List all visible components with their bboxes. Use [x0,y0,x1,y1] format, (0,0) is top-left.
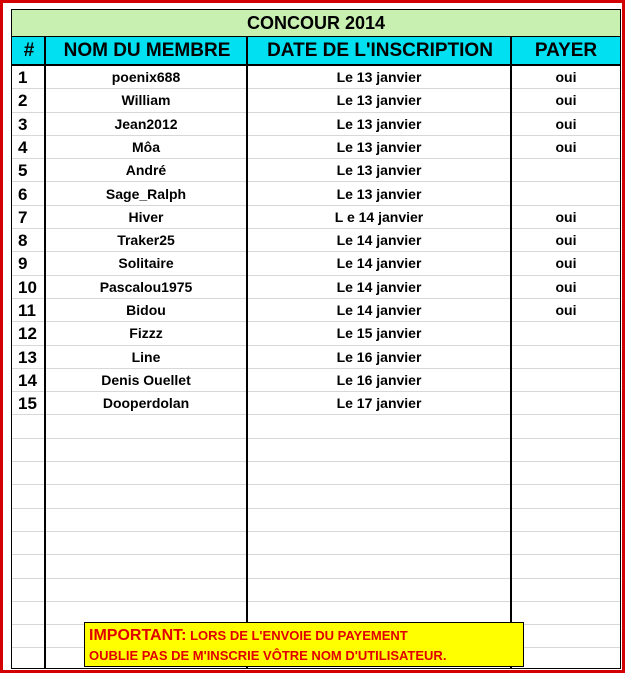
member-name: William [121,92,171,109]
registration-sheet [11,9,621,669]
paid-status [512,322,620,345]
registration-date: Le 14 janvier [336,255,422,272]
row-number: 4 [18,137,28,157]
notice-line-2: OUBLIE PAS DE M'INSCRIE VÔTRE NOM D'UTILISATEUR. [89,648,447,663]
empty-row [12,509,620,532]
member-name: Line [131,348,161,365]
row-number: 12 [18,324,37,344]
empty-row [12,462,620,485]
empty-row [12,532,620,555]
header-number: # [23,40,35,61]
table-row [12,89,620,112]
paid-status: oui [555,92,577,109]
paid-status: oui [555,115,577,132]
column-divider [44,37,46,668]
row-number: 13 [18,347,37,367]
member-name: Môa [132,138,160,155]
table-row [12,276,620,299]
registration-date: Le 16 janvier [336,348,422,365]
row-number: 5 [18,161,28,181]
paid-status [512,183,620,206]
table-row [12,322,620,345]
table-row [12,206,620,229]
member-name: Denis Ouellet [101,371,191,388]
empty-row [12,555,620,578]
table-row [12,136,620,159]
registration-date: Le 17 janvier [336,395,422,412]
member-name: Jean2012 [114,115,178,132]
table-row [12,369,620,392]
table-header [12,37,620,66]
notice-line-1: LORS DE L'ENVOIE DU PAYEMENT [190,628,408,643]
registration-date: Le 13 janvier [336,162,422,179]
table-row [12,113,620,136]
registration-date: Le 15 janvier [336,325,422,342]
registration-date: Le 16 janvier [336,371,422,388]
table-row [12,229,620,252]
row-number: 2 [18,91,28,111]
member-name: poenix688 [111,69,181,85]
table-row [12,392,620,415]
member-name: Hiver [128,208,164,225]
table-body [12,66,620,668]
registration-date: Le 13 janvier [336,69,422,85]
registration-date: Le 14 janvier [336,232,422,249]
registration-date: Le 13 janvier [336,115,422,132]
member-name: Bidou [126,302,166,318]
paid-status: oui [555,278,577,295]
row-number: 3 [18,114,28,134]
member-name: Solitaire [118,255,174,272]
empty-row [12,439,620,462]
row-number: 9 [18,254,28,274]
member-name: André [125,162,167,179]
empty-row [12,579,620,602]
notice-lead: IMPORTANT: [89,627,187,644]
paid-status [512,369,620,392]
column-divider [510,37,512,668]
row-number: 1 [18,68,28,87]
registration-date: Le 13 janvier [336,138,422,155]
row-number: 11 [18,301,36,320]
payment-notice [84,622,524,667]
row-number: 15 [18,394,37,414]
row-number: 14 [18,370,37,390]
member-name: Traker25 [117,232,175,249]
paid-status [512,346,620,369]
table-row [12,183,620,206]
row-number: 8 [18,231,28,251]
paid-status: oui [555,208,577,225]
row-number: 6 [18,184,28,204]
table-row [12,346,620,369]
member-name: Fizzz [129,325,163,342]
registration-date: Le 14 janvier [336,302,422,318]
table-row [12,159,620,182]
empty-row [12,485,620,508]
paid-status: oui [555,138,577,155]
member-name: Pascalou1975 [99,278,193,295]
header-registration-date: DATE DE L'INSCRIPTION [267,40,493,61]
paid-status: oui [555,255,577,272]
sheet-title: CONCOUR 2014 [12,10,620,37]
registration-date: L e 14 janvier [334,208,424,225]
row-number: 10 [18,277,37,297]
paid-status: oui [555,302,577,318]
empty-row [12,416,620,439]
table-row [12,66,620,89]
row-number: 7 [18,207,28,227]
member-name: Sage_Ralph [105,185,187,202]
registration-date: Le 13 janvier [336,92,422,109]
paid-status [512,392,620,415]
header-paid: PAYER [534,40,598,61]
registration-date: Le 14 janvier [336,278,422,295]
registration-date: Le 13 janvier [336,185,422,202]
header-member-name: NOM DU MEMBRE [63,40,231,61]
table-row [12,252,620,275]
paid-status: oui [555,232,577,249]
paid-status [512,159,620,182]
member-name: Dooperdolan [102,395,190,412]
column-divider [246,37,248,668]
table-row [12,299,620,322]
paid-status: oui [555,69,577,85]
